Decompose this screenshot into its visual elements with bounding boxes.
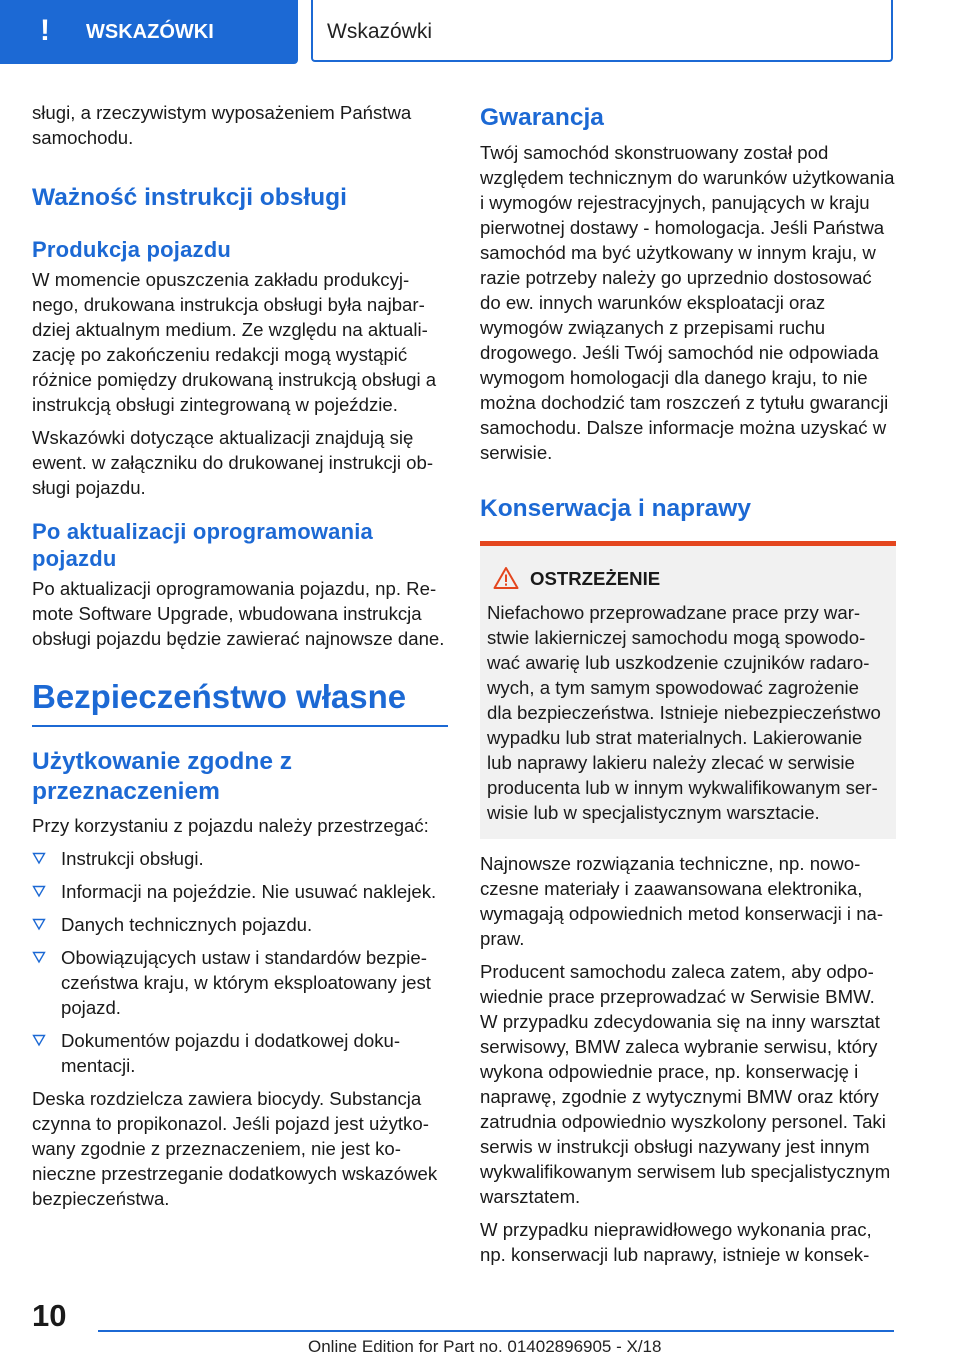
left-column — [32, 100, 448, 1219]
warranty-paragraph: Twój samochód skonstruowany został pod względem technicznym do warunków użytkowania i wymogów rejestracyjnych, panujących w kraju pierwotnej dostawy - homologacja. Jeśli Państwa samochód ma być użytkowany w innym kraju, w razie potrzeby należy go uprzednio dostosować do ew. innych warunków eksploatacji oraz wymogów związanych z przepisami ruchu drogowego. Jeśli Twój samochód nie odpowiada wymogom homologacji dla danego kraju, to nie można dochodzić tam roszczeń z tytułu gwarancji samochodu. Dalsze informacje można uzyskać w serwisie. — [480, 142, 895, 463]
update-paragraph: Po aktualizacji oprogramowania pojazdu, np. Remote Software Upgrade, wbudowana instrukcja obsługi pojazdu będzie zawierać najnowsze dane. — [32, 578, 445, 649]
warning-title: OSTRZEŻENIE — [530, 568, 661, 589]
warning-triangle-icon — [493, 566, 519, 590]
biocide-paragraph: Deska rozdzielcza zawiera biocydy. Substancja czynna to propikonazol. Jeśli pojazd jest użytkowany zgodnie z przeznaczeniem, nie jest konieczne przestrzeganie dodatkowych wskazówek bezpieczeństwa. — [32, 1088, 438, 1209]
intro-paragraph: sługi, a rzeczywistym wyposażeniem Państwa samochodu. — [32, 102, 412, 148]
right-column — [480, 100, 896, 1275]
warning-text: Niefachowo przeprowadzane prace przy warstwie lakierniczej samochodu mogą spowodować awarię lub uszkodzenie czujników radarowych, a tym samym spowodować zagrożenie dla bezpieczeństwa. Istnieje niebezpieczeństwo wypadku lub strat materialnych. Lakierowanie lub naprawy lakieru należy zlecać w serwisie producenta lub w innym wykwalifikowanym serwisie lub w specjalistycznym warsztacie. — [487, 602, 881, 823]
page-title: Wskazówki — [327, 20, 433, 43]
list-item-text: Dokumentów pojazdu i dodatkowej dokumentacji. — [61, 1030, 401, 1076]
section-label: WSKAZÓWKI — [86, 21, 214, 43]
triangle-bullet-icon — [32, 1033, 46, 1047]
triangle-bullet-icon — [32, 884, 46, 898]
triangle-bullet-icon — [32, 851, 46, 865]
update-heading: Po aktualizacji oprogramowania pojazdu — [32, 519, 373, 571]
exclamation-icon: ! — [40, 14, 50, 47]
footer-edition: Online Edition for Part no. 01402896905 - X/18 — [308, 1337, 662, 1356]
list-item — [32, 945, 448, 1020]
list-item-text: Obowiązujących ustaw i standardów bezpieczeństwa kraju, w którym eksploatowany jest pojazd. — [61, 947, 431, 1018]
list-item — [32, 846, 448, 871]
list-item — [32, 912, 448, 937]
list-item-text: Danych technicznych pojazdu. — [61, 914, 313, 935]
list-item-text: Instrukcji obsługi. — [61, 848, 204, 869]
production-paragraph-2: Wskazówki dotyczące aktualizacji znajdują się ewent. w załączniku do drukowanej instrukcji obsługi pojazdu. — [32, 427, 434, 498]
section-tab — [0, 0, 298, 64]
page-number: 10 — [32, 1298, 67, 1333]
footer-rule — [98, 1330, 894, 1332]
triangle-bullet-icon — [32, 950, 46, 964]
maintenance-heading: Konserwacja i naprawy — [480, 495, 751, 522]
intended-use-intro: Przy korzystaniu z pojazdu należy przestrzegać: — [32, 815, 429, 836]
maintenance-paragraph-1: Najnowsze rozwiązania techniczne, np. nowoczesne materiały i zaawansowana elektronika, wymagają odpowiednich metod konserwacji i napraw. — [480, 853, 884, 949]
production-paragraph-1: W momencie opuszczenia zakładu produkcyjnego, drukowana instrukcja obsługi była najbardziej aktualnym medium. Ze względu na aktualizację po zakończeniu redakcji mogą wystąpić różnice pomiędzy drukowaną instrukcją obsługi a instrukcją obsługi zintegrowaną w pojeździe. — [32, 269, 437, 415]
maintenance-paragraph-2: Producent samochodu zaleca zatem, aby odpowiednie prace przeprowadzać w Serwisie BMW. W przypadku zdecydowania się na inny warsztat serwisowy, BMW zaleca wybranie serwisu, który wykona odpowiednie prace, np. konserwację i naprawę, zgodnie z wytycznymi BMW oraz który zatrudnia odpowiednio wyszkolony personel. Taki serwis w instrukcji obsługi nazywany jest innym wykwalifikowanym serwisem lub specjalistycznym warsztatem. — [480, 961, 891, 1207]
intended-use-heading: Użytkowanie zgodne z przeznaczeniem — [32, 748, 293, 805]
triangle-bullet-icon — [32, 917, 46, 931]
production-heading: Produkcja pojazdu — [32, 237, 231, 262]
validity-heading: Ważność instrukcji obsługi — [32, 184, 347, 211]
list-item — [32, 879, 448, 904]
safety-heading-rule — [32, 725, 448, 727]
list-item — [32, 1028, 448, 1078]
intended-use-list — [32, 846, 448, 1078]
warranty-heading: Gwarancja — [480, 104, 604, 131]
list-item-text: Informacji na pojeździe. Nie usuwać naklejek. — [61, 881, 437, 902]
maintenance-paragraph-3: W przypadku nieprawidłowego wykonania prac, np. konserwacji lub naprawy, istnieje w konsek- — [480, 1219, 872, 1265]
safety-heading: Bezpieczeństwo własne — [32, 678, 407, 715]
page-title-tab — [311, 0, 893, 62]
warning-title-row — [487, 566, 888, 592]
page-header — [0, 0, 960, 66]
warning-box — [480, 541, 896, 839]
